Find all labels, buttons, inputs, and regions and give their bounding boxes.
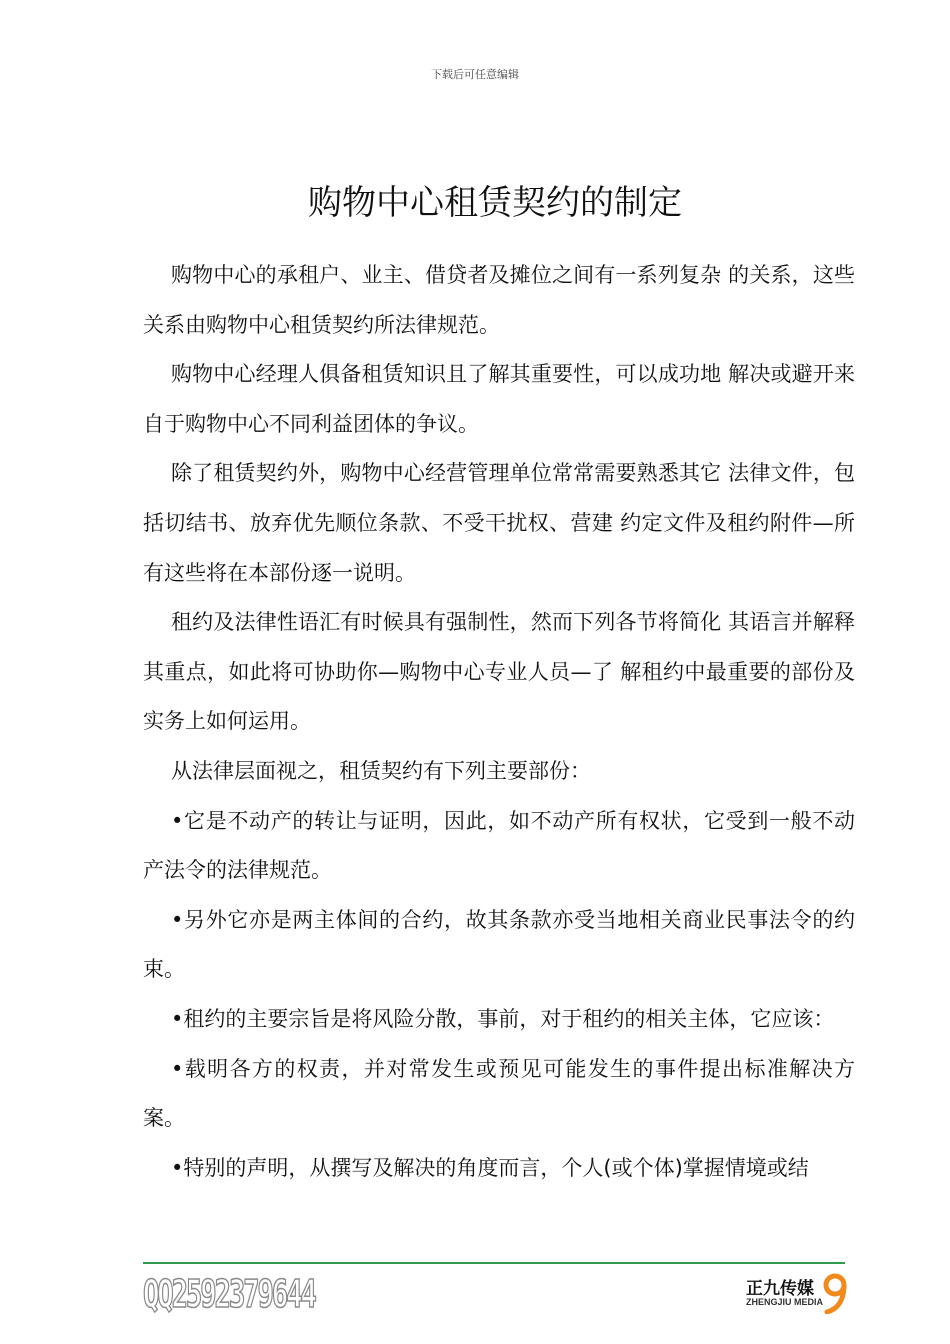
bullet-paragraph: •载明各方的权责，并对常发生或预见可能发生的事件提出标准解决方案。 (143, 1056, 855, 1131)
bullet-paragraph: •租约的主要宗旨是将风险分散，事前，对于租约的相关主体，它应该： (171, 1006, 835, 1031)
paragraph: 租约及法律性语汇有时候具有强制性，然而下列各节将简化 其语言并解释其重点，如此将可协助你—购物中心专业人员—了 解租约中最重要的部份及实务上如何运用。 (143, 610, 855, 734)
bullet-paragraph: •它是不动产的转让与证明，因此，如不动产所有权状，它受到一般不动产法令的法律规范。 (143, 808, 855, 883)
document-body (143, 251, 855, 1193)
paragraph: 从法律层面视之，租赁契约有下列主要部份： (171, 758, 591, 783)
bullet-paragraph: •另外它亦是两主体间的合约，故其条款亦受当地相关商业民事法令的约束。 (143, 907, 855, 982)
header-note: 下载后可任意编辑 (431, 68, 519, 81)
paragraph: 购物中心经理人俱备租赁知识且了解其重要性，可以成功地 解决或避开来自于购物中心不同利益团体的争议。 (143, 362, 855, 436)
bullet-paragraph: •特别的声明，从撰写及解决的角度而言，个人(或个体)掌握情境或结 (171, 1155, 809, 1180)
logo-english-text: ZHENGJIU MEDIA (746, 1297, 824, 1307)
paragraph: 购物中心的承租户、业主、借贷者及摊位之间有一系列复杂 的关系，这些关系由购物中心租赁契约所法律规范。 (143, 263, 855, 337)
brand-logo (746, 1272, 856, 1318)
footer-divider (143, 1262, 845, 1264)
paragraph: 除了租赁契约外，购物中心经营管理单位常常需要熟悉其它 法律文件，包括切结书、放弃优先顺位条款、不受干扰权、营建 约定文件及租约附件—所有这些将在本部份逐一说明。 (143, 461, 855, 585)
document-title: 购物中心租赁契约的制定 (308, 182, 682, 223)
logo-chinese-text: 正九传媒 (746, 1279, 814, 1299)
qq-watermark: QQ2592379644 (143, 1272, 315, 1316)
logo-nine-icon (822, 1272, 848, 1314)
